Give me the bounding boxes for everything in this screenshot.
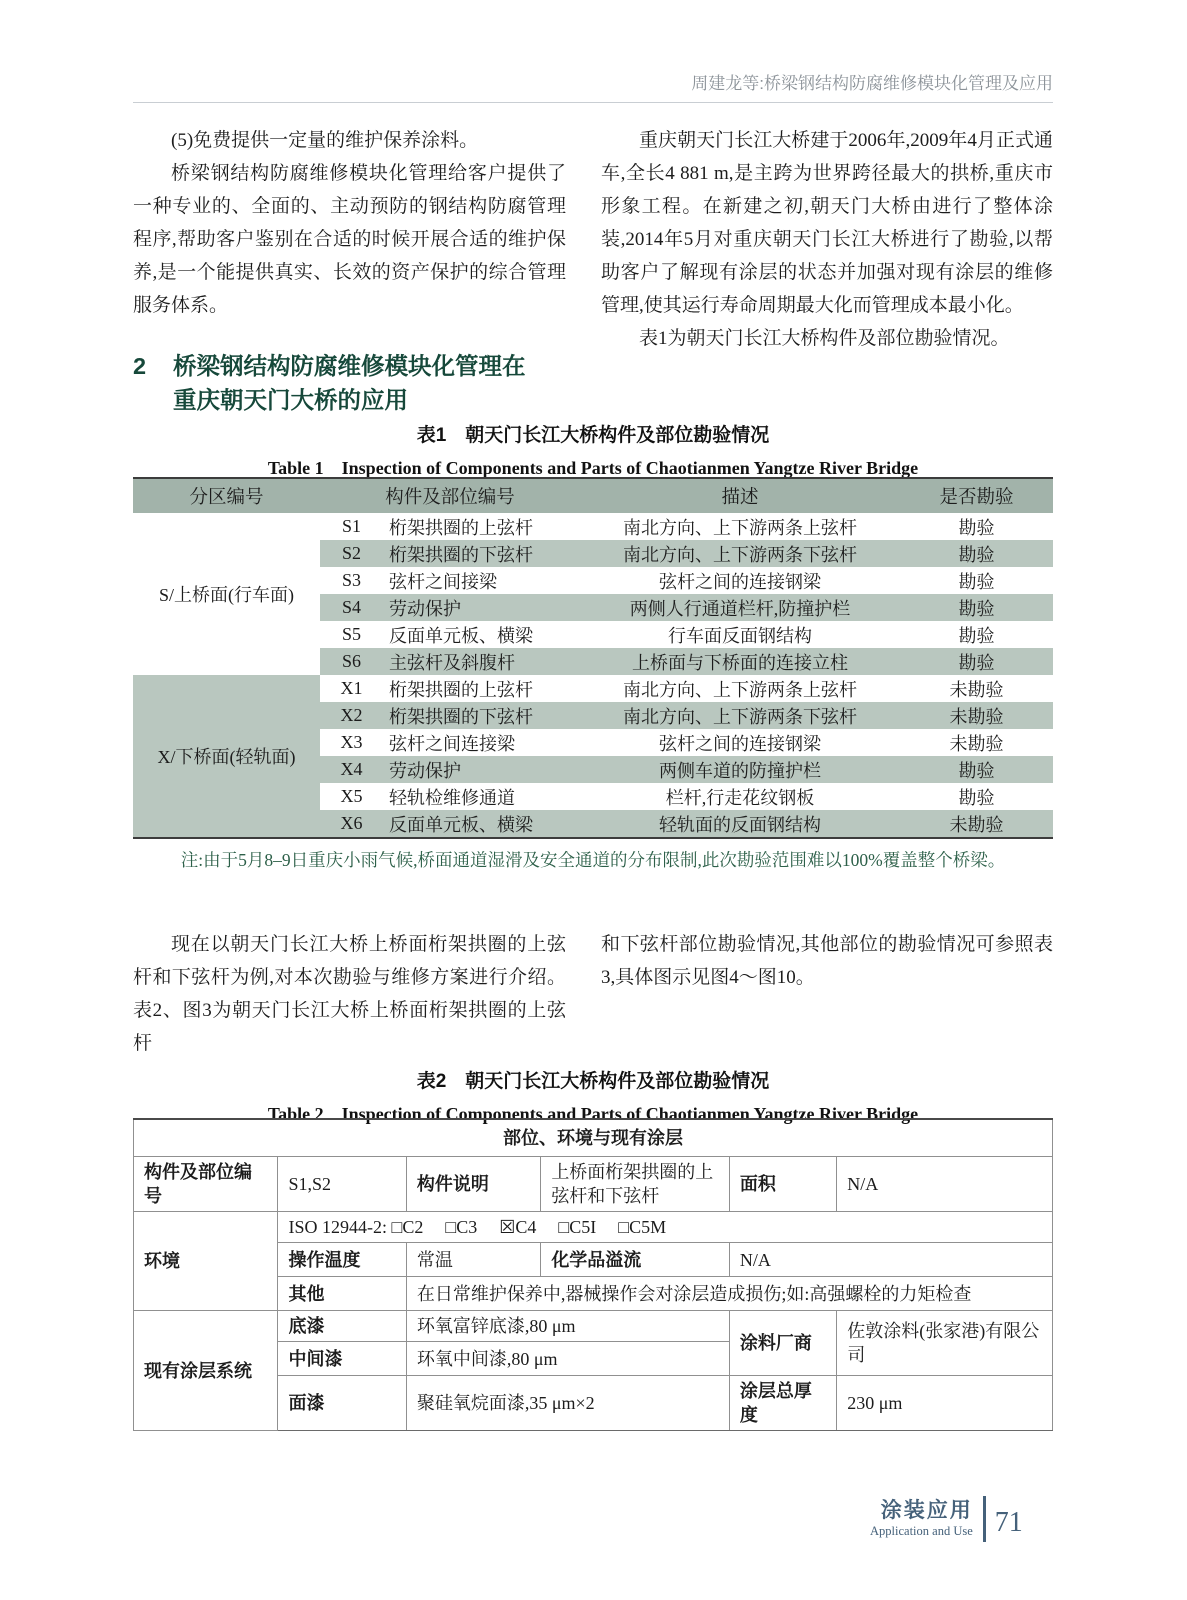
page-number: 71 — [994, 1507, 1023, 1538]
running-header: 周建龙等:桥梁钢结构防腐维修模块化管理及应用 — [133, 72, 1053, 103]
table1-cell-code: X6 — [320, 810, 383, 838]
table1-cell-name: 弦杆之间接梁 — [389, 571, 497, 592]
zone-cell: S/上桥面(行车面) — [133, 513, 320, 675]
table1-header-description: 描述 — [580, 478, 900, 513]
footer-section-en: Application and Use — [870, 1524, 973, 1538]
table1-cell-code: X1 — [340, 678, 363, 698]
primer-value: 环氧富锌底漆,80 μm — [406, 1311, 729, 1342]
table1-cell-status: 勘验 — [958, 517, 995, 538]
table1-cell-name: 主弦杆及斜腹杆 — [383, 648, 580, 675]
table2-title-row — [134, 1119, 1053, 1157]
table2-span-header: 部位、环境与现有涂层 — [134, 1119, 1053, 1157]
mid-right-column — [601, 928, 1053, 994]
iso-cell — [278, 1212, 1053, 1243]
table1-cell-name: 桁架拱圈的下弦杆 — [383, 540, 580, 567]
environment-coating-table — [133, 1118, 1053, 1431]
footer-section-zh: 涂装应用 — [880, 1499, 973, 1522]
paragraph: 桥梁钢结构防腐维修模块化管理给客户提供了一种专业的、全面的、主动预防的钢结构防腐管理程序,帮助客户鉴别在合适的时候开展合适的维护保养,是一个能提供真实、长效的资产保护的综合管理服务体系。 — [133, 163, 566, 316]
checkbox-C4-checked: ☒C4 — [499, 1217, 537, 1237]
topcoat-value: 聚硅氧烷面漆,35 μm×2 — [406, 1376, 729, 1431]
table1-cell-status: 未勘验 — [900, 702, 1053, 729]
chemical-spill-label: 化学品溢流 — [541, 1243, 730, 1277]
table1-cell-name: 桁架拱圈的上弦杆 — [389, 679, 533, 700]
checkbox-C5M-unchecked: □C5M — [618, 1217, 667, 1237]
table2-caption — [133, 1066, 1053, 1126]
table1-cell-status: 勘验 — [900, 540, 1053, 567]
table1-body — [133, 513, 1053, 838]
thickness-value: 230 μm — [837, 1376, 1053, 1431]
environment-label: 环境 — [134, 1212, 278, 1311]
table1-cell-name: 轻轨检维修通道 — [389, 787, 515, 808]
table1-cell-desc: 两侧车道的防撞护栏 — [580, 756, 900, 783]
table1-cell-status: 勘验 — [958, 787, 995, 808]
section-number: 2 — [133, 353, 147, 379]
table1-cell-desc: 行车面反面钢结构 — [668, 625, 813, 646]
checkbox-C3-unchecked: □C3 — [445, 1217, 478, 1237]
table1-cell-status: 未勘验 — [900, 810, 1053, 838]
vendor-label: 涂料厂商 — [729, 1311, 836, 1376]
paragraph: 重庆朝天门长江大桥建于2006年,2009年4月正式通车,全长4 881 m,是主跨为世界跨径最大的拱桥,重庆市形象工程。在新建之初,朝天门大桥由进行了整体涂装,2014年5月对重庆朝天门长江大桥进行了勘验,以帮助客户了解现有涂层的状态并加强对现有涂层的维修管理,使其运行寿命周期最大化而管理成本最小化。 — [601, 130, 1053, 316]
table1-cell-code: S3 — [341, 570, 361, 590]
intro-right-column — [601, 124, 1053, 355]
table1-cell-desc: 南北方向、上下游两条上弦杆 — [623, 679, 858, 700]
table1-cell-desc: 南北方向、上下游两条下弦杆 — [580, 702, 900, 729]
table1-cell-code: X3 — [340, 732, 363, 752]
primer-label: 底漆 — [278, 1311, 406, 1342]
paragraph: 和下弦杆部位勘验情况,其他部位的勘验情况可参照表3,具体图示见图4～图10。 — [601, 934, 1053, 988]
table1-cell-desc: 轻轨面的反面钢结构 — [580, 810, 900, 838]
checkbox-C5I-unchecked: □C5I — [558, 1217, 597, 1237]
vendor-value: 佐敦涂料(张家港)有限公司 — [837, 1311, 1053, 1376]
table1-caption — [133, 420, 1053, 480]
table1-cell-status: 勘验 — [900, 648, 1053, 675]
table1-cell-desc: 上桥面与下桥面的连接立柱 — [580, 648, 900, 675]
temperature-value: 常温 — [406, 1243, 540, 1277]
table1-header-component: 构件及部位编号 — [320, 478, 580, 513]
table1-cell-code: S1 — [341, 516, 361, 536]
table1-cell-status: 勘验 — [900, 756, 1053, 783]
table1-note: 注:由于5月8–9日重庆小雨气候,桥面通道湿滑及安全通道的分布限制,此次勘验范围难以100%覆盖整个桥梁。 — [180, 850, 1006, 870]
table1-cell-name: 劳动保护 — [383, 594, 580, 621]
table1-cell-desc: 南北方向、上下游两条上弦杆 — [623, 517, 858, 538]
table1-cell-desc: 栏杆,行走花纹钢板 — [665, 787, 815, 808]
table1-header-zone: 分区编号 — [133, 478, 320, 513]
table1-cell-desc: 南北方向、上下游两条下弦杆 — [580, 540, 900, 567]
thickness-label: 涂层总厚度 — [729, 1376, 836, 1431]
table1-caption-en: Table 1 Inspection of Components and Parts of Chaotianmen Yangtze River Bridge — [267, 458, 919, 478]
table1-cell-name: 弦杆之间连接梁 — [389, 733, 515, 754]
iso-options — [391, 1217, 688, 1237]
table1-cell-name: 桁架拱圈的下弦杆 — [383, 702, 580, 729]
zone-cell: X/下桥面(轻轨面) — [133, 675, 320, 838]
component-label: 构件及部位编号 — [134, 1157, 278, 1212]
table1-cell-code: X5 — [340, 786, 363, 806]
section-title-line2: 重庆朝天门大桥的应用 — [173, 387, 408, 413]
temperature-label: 操作温度 — [278, 1243, 406, 1277]
intro-left-column — [133, 124, 566, 417]
table1-cell-name: 反面单元板、横梁 — [389, 625, 533, 646]
paragraph: (5)免费提供一定量的维护保养涂料。 — [171, 130, 479, 151]
checkbox-C2-unchecked: □C2 — [391, 1217, 424, 1237]
table1-cell-code: S2 — [320, 540, 383, 567]
table2-component-row — [134, 1157, 1053, 1212]
table1-cell-name: 劳动保护 — [383, 756, 580, 783]
footer-divider-bar — [983, 1496, 986, 1542]
paragraph: 表1为朝天门长江大桥构件及部位勘验情况。 — [639, 328, 1010, 349]
table1-cell-code: X4 — [320, 756, 383, 783]
table1-cell-status: 勘验 — [900, 594, 1053, 621]
component-desc-value: 上桥面桁架拱圈的上弦杆和下弦杆 — [541, 1157, 730, 1212]
component-desc-label: 构件说明 — [406, 1157, 540, 1212]
paragraph: 现在以朝天门长江大桥上桥面桁架拱圈的上弦杆和下弦杆为例,对本次勘验与维修方案进行介绍。表2、图3为朝天门长江大桥上桥面桁架拱圈的上弦杆 — [133, 934, 566, 1054]
table1-cell-name: 桁架拱圈的上弦杆 — [389, 517, 533, 538]
table1-cell-name: 反面单元板、横梁 — [383, 810, 580, 838]
table1-row-S1 — [133, 513, 1053, 540]
other-label: 其他 — [278, 1277, 406, 1311]
area-label: 面积 — [729, 1157, 836, 1212]
table1-cell-desc: 弦杆之间的连接钢梁 — [659, 571, 822, 592]
table1-cell-desc: 两侧人行通道栏杆,防撞护栏 — [580, 594, 900, 621]
mid-left-column — [133, 928, 566, 1060]
table2-caption-en: Table 2 Inspection of Components and Parts of Chaotianmen Yangtze River Bridge — [267, 1104, 919, 1124]
table1-cell-status: 未勘验 — [949, 733, 1004, 754]
table1-cell-code: X2 — [320, 702, 383, 729]
table2-iso-row — [134, 1212, 1053, 1243]
table1-cell-status: 未勘验 — [949, 679, 1004, 700]
footer-section-names — [870, 1499, 973, 1539]
table1-cell-code: S6 — [320, 648, 383, 675]
midcoat-value: 环氧中间漆,80 μm — [406, 1342, 729, 1376]
section-title-line1: 桥梁钢结构防腐维修模块化管理在 — [173, 353, 526, 379]
table1-cell-code: S4 — [320, 594, 383, 621]
table1-cell-status: 勘验 — [958, 625, 995, 646]
table1-caption-zh: 表1 朝天门长江大桥构件及部位勘验情况 — [416, 425, 770, 446]
table2-caption-zh: 表2 朝天门长江大桥构件及部位勘验情况 — [416, 1071, 770, 1092]
component-value: S1,S2 — [278, 1157, 406, 1212]
area-value: N/A — [837, 1157, 1053, 1212]
midcoat-label: 中间漆 — [278, 1342, 406, 1376]
section-heading — [133, 349, 566, 417]
table1-cell-status: 勘验 — [958, 571, 995, 592]
inspection-table — [133, 477, 1053, 839]
table1-row-X1 — [133, 675, 1053, 702]
table1-header-inspected: 是否勘验 — [900, 478, 1053, 513]
section-title — [173, 349, 526, 417]
table1-cell-desc: 弦杆之间的连接钢梁 — [659, 733, 822, 754]
page-footer — [870, 1496, 1023, 1542]
other-value: 在日常维护保养中,器械操作会对涂层造成损伤;如:高强螺栓的力矩检查 — [406, 1277, 1052, 1311]
coating-system-label: 现有涂层系统 — [134, 1311, 278, 1431]
iso-standard-label: ISO 12944-2: — [288, 1217, 387, 1237]
table1-cell-code: S5 — [341, 624, 361, 644]
table2-primer-row — [134, 1311, 1053, 1342]
table1-header-row — [133, 478, 1053, 513]
topcoat-label: 面漆 — [278, 1376, 406, 1431]
chemical-spill-value: N/A — [729, 1243, 1052, 1277]
